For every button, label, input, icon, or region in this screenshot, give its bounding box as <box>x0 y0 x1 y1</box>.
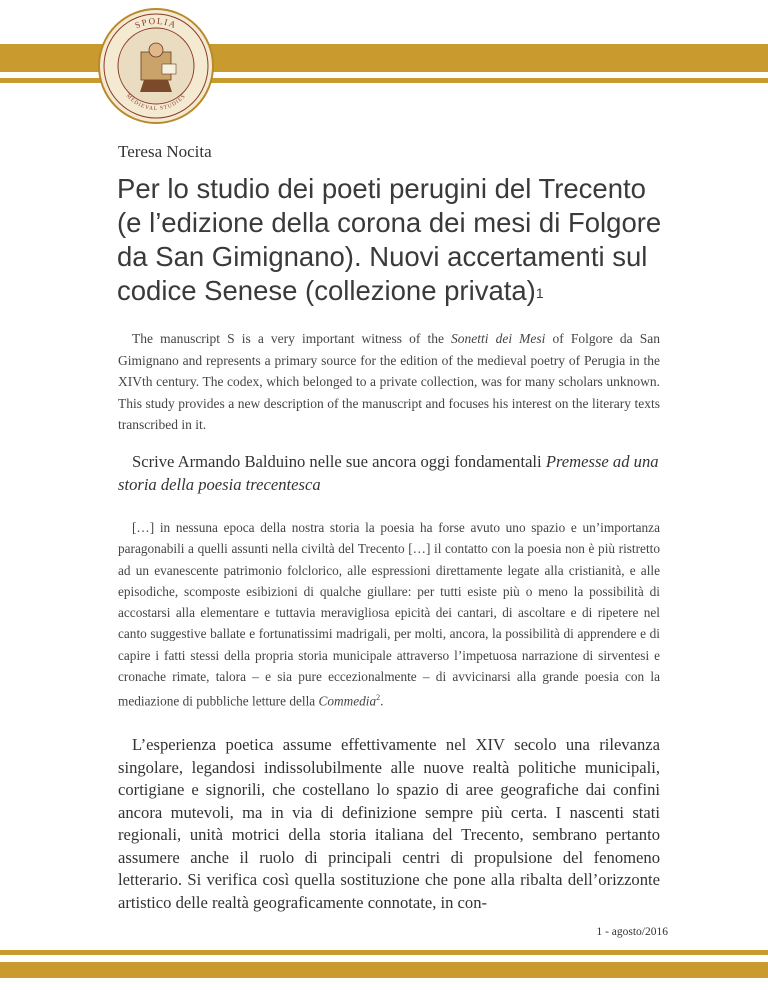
intro-text: Scrive Armando Balduino nelle sue ancora oggi fondamentali <box>132 452 546 471</box>
quote-footnote-ref[interactable]: 2 <box>376 693 381 703</box>
title-footnote-ref[interactable]: 1 <box>535 285 544 301</box>
abstract-text-1: The manuscript S is a very important witness of the <box>132 331 452 346</box>
footer-band <box>0 962 768 978</box>
article-title <box>117 172 677 308</box>
abstract <box>118 328 660 436</box>
intro-italic-title: Premesse ad una storia della poesia trecentesca <box>118 452 659 494</box>
quote-text: […] in nessuna epoca della nostra storia la poesia ha forse avuto uno spazio e un’importanza paragonabili a quelli assunti nella civiltà del Trecento […] il contatto con la poesia non è più ristretto ad un evanescente patrimonio folclorico, alle espressioni direttamente legate alla cristianità, e alle episodiche, scomposte esibizioni di qualche giullare: per tutti esiste più o meno la possibilità di accostarsi alla elementare e tuttavia meravigliosa epicità dei cantari, di ascoltare e di ripetere nel canto suggestive ballate e fortunatissimi madrigali, per molti, ancora, la possibilità di apprendere e di capire i fatti stessi della propria storia municipale attraverso l’impetuosa narrazione di sirventesi e cronache rimate, talora – e sia pure eccezionalmente – di avvicinarsi alla grande poesia con la mediazione di pubbliche letture della <box>118 520 660 709</box>
article-title-text: Per lo studio dei poeti perugini del Trecento (e l’edizione della corona dei mesi di Folgore da San Gimignano). Nuovi accertamenti sul codice Senese (collezione privata) <box>117 173 662 306</box>
abstract-italic: Sonetti dei Mesi <box>451 331 546 346</box>
block-quote <box>118 517 660 712</box>
footer-rule <box>0 950 768 955</box>
quote-end: . <box>380 693 384 709</box>
author-name: Teresa Nocita <box>118 142 212 161</box>
publisher-seal-logo <box>96 6 216 126</box>
quote-italic: Commedia <box>318 693 377 709</box>
logo-text-top: SPOLIA <box>133 15 179 31</box>
intro-paragraph <box>118 451 660 496</box>
abstract-text-2: of Folgore da San Gimignano and represents a primary source for the edition of the medieval poetry of Perugia in the XIVth century. The codex, which belonged to a private collection, was for many scholars unknown. This study provides a new description of the manuscript and focuses his interest on the literary texts transcribed in it. <box>118 331 661 432</box>
logo-text-bottom: MEDIEVAL STUDIES <box>124 93 188 113</box>
body-paragraph: L’esperienza poetica assume effettivamente nel XIV secolo una rilevanza singolare, legandosi indissolubilmente alle nuove realtà politiche municipali, cortigiane e signorili, che costellano lo spazio di aree geografiche dai confini ancora mutevoli, ma in via di definizione sempre più certa. I nascenti stati regionali, unità motrici della storia italiana del Trecento, sembrano pertanto assumere anche il ruolo di principali centri di propulsione del fenomeno letterario. Si verifica così quella sostituzione che pone alla ribalta dell’orizzonte artistico delle realtà geograficamente connotate, in con- <box>118 735 660 912</box>
page-number: 1 - agosto/2016 <box>596 926 668 938</box>
